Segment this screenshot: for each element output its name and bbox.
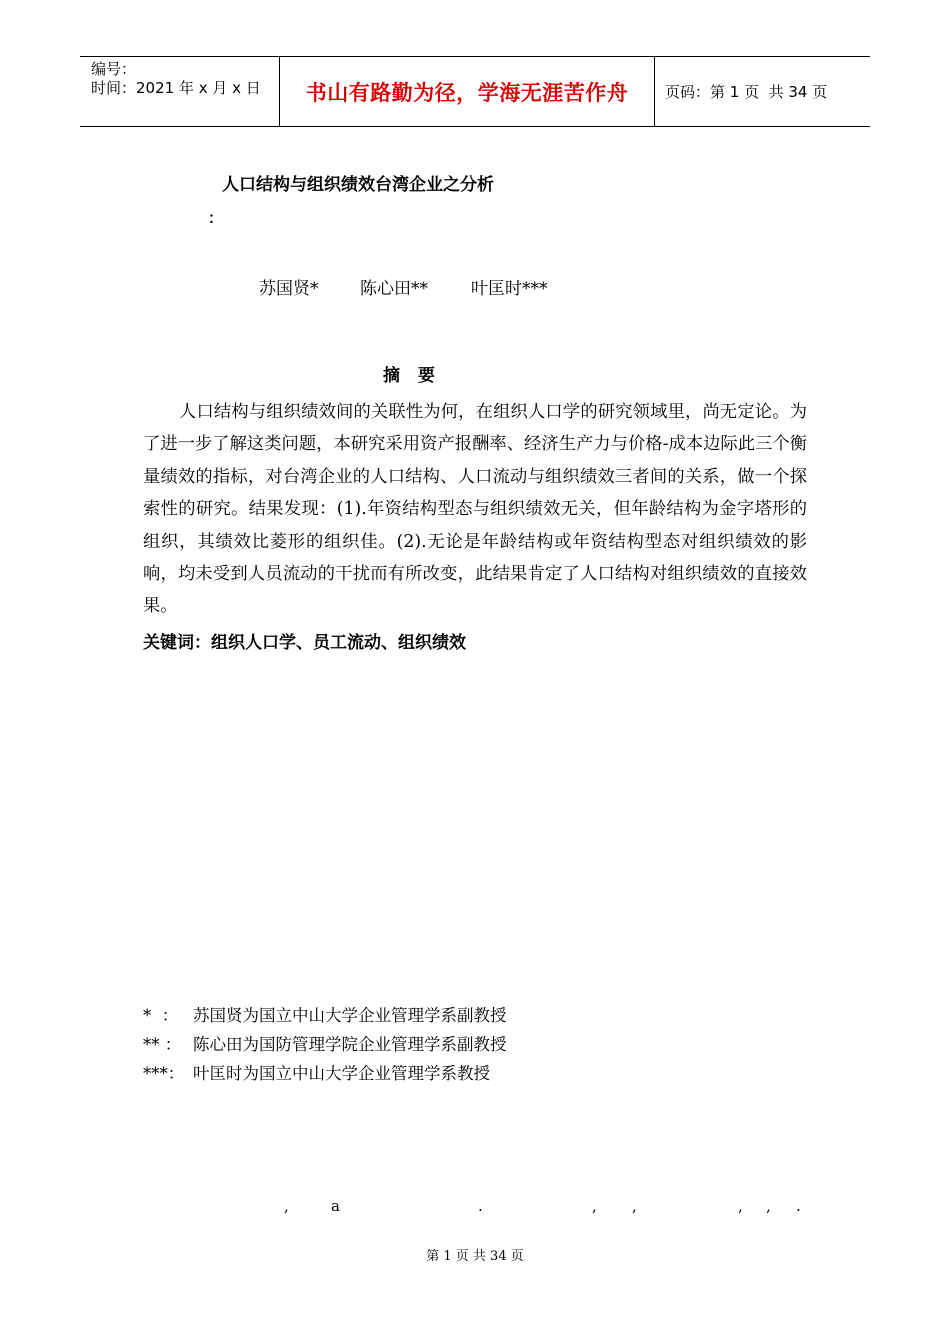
note-mark: ***： [143, 1064, 185, 1083]
author-name: 苏国贤* [259, 279, 319, 299]
stray-mark: , [592, 1197, 597, 1215]
title-colon: ： [208, 209, 224, 227]
header-meta [80, 57, 280, 126]
header-page-info: 页码：第 1 页 共 34 页 [665, 83, 828, 101]
stray-mark: . [796, 1197, 801, 1215]
note-text: 叶匡时为国立中山大学企业管理学系教授 [193, 1064, 490, 1083]
note-text: 苏国贤为国立中山大学企业管理学系副教授 [193, 1006, 507, 1025]
number-label: 编号： [91, 60, 137, 78]
author-list [259, 274, 548, 299]
stray-mark: a [331, 1197, 340, 1215]
author-note [143, 1001, 507, 1030]
note-text: 陈心田为国防管理学院企业管理学系副教授 [193, 1035, 507, 1054]
note-mark: * ： [143, 1006, 179, 1025]
stray-mark: , [284, 1197, 289, 1215]
stray-mark: , [632, 1197, 637, 1215]
author-note [143, 1030, 507, 1059]
author-name: 陈心田** [360, 279, 428, 299]
author-note [143, 1059, 507, 1088]
stray-mark: , [766, 1197, 771, 1215]
author-notes [143, 1001, 507, 1088]
abstract-text: 人口结构与组织绩效间的关联性为何，在组织人口学的研究领域里，尚无定论。为了进一步了解这类问题，本研究采用资产报酬率、经济生产力与价格-成本边际此三个衡量绩效的指标，对台湾企业的人口结构、人口流动与组织绩效三者间的关系，做一个探索性的研究。结果发现：(1).年资结构型态与组织绩效无关，但年龄结构为金字塔形的组织，其绩效比菱形的组织佳。(2).无论是年龄结构或年资结构型态对组织绩效的影响，均未受到人员流动的干扰而有所改变，此结果肯定了人口结构对组织绩效的直接效果。 [143, 402, 807, 617]
page-footer: 第 1 页 共 34 页 [426, 1249, 524, 1264]
note-mark: ** ： [143, 1035, 182, 1054]
stray-mark: , [738, 1197, 743, 1215]
keywords: 关键词：组织人口学、员工流动、组织绩效 [143, 633, 466, 653]
time-label: 时间：2021 年 x 月 x 日 [91, 79, 261, 97]
document-title: 人口结构与组织绩效台湾企业之分析 [222, 175, 494, 195]
header-motto: 书山有路勤为径，学海无涯苦作舟 [280, 57, 655, 126]
abstract-heading: 摘 要 [383, 366, 441, 386]
author-name: 叶匡时*** [471, 279, 548, 299]
page-header [80, 56, 870, 127]
stray-mark: . [478, 1197, 483, 1215]
